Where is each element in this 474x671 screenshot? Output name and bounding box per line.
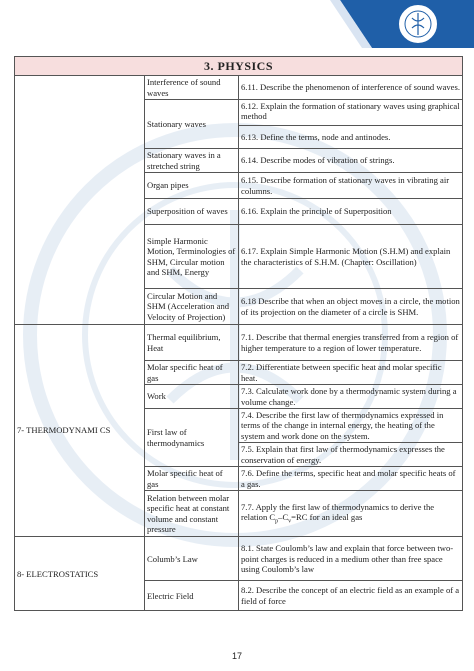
table-row [15,537,463,581]
topic-cell: Interference of sound waves [145,76,239,100]
outcome-cell: 7.2. Differentiate between specific heat and molar specific heat. [239,361,463,385]
outcome-cell: 6.15. Describe formation of stationary waves in vibrating air columns. [239,173,463,199]
section-title: 3. PHYSICS [15,57,463,76]
topic-cell: Columb’s Law [145,537,239,581]
subscript-v: v [288,518,292,525]
outcome-cell [239,100,463,149]
topic-cell: Stationary waves in a stretched string [145,149,239,173]
topic-cell [145,100,239,149]
table-row [15,325,463,361]
outcome-text: =RC for an ideal gas [291,512,363,523]
topic-cell: Superposition of waves [145,199,239,225]
topic-cell: Electric Field [145,581,239,611]
outcome-text: 6.12. Explain the formation of stationary waves using graphical method [239,100,462,126]
syllabus-table [14,56,463,611]
outcome-cell: 6.16. Explain the principle of Superposition [239,199,463,225]
outcome-cell: 6.17. Explain Simple Harmonic Motion (S.H.M) and explain the characteristics of S.H.M. (Chapter: Oscillation) [239,225,463,289]
topic-cell: Work [145,385,239,409]
unit-thermodynamics: 7- THERMODYNAMI CS [15,325,145,537]
unit-cell [15,76,145,325]
outcome-cell: 7.6. Define the terms, specific heat and molar specific heats of a gas. [239,467,463,491]
outcome-text: 7.5. Explain that first law of thermodynamics expresses the conservation of energy. [241,444,445,465]
outcome-cell: 6.11. Describe the phenomenon of interference of sound waves. [239,76,463,100]
topic-cell: Molar specific heat of gas [145,467,239,491]
topic-text: Stationary waves [147,118,206,129]
topic-cell: First law of thermodynamics [145,409,239,467]
outcome-cell: 7.1. Describe that thermal energies transferred from a region of higher temperature to a region of lower temperature. [239,325,463,361]
topic-cell: Circular Motion and SHM (Acceleration and Velocity of Projection) [145,289,239,325]
outcome-text: –C [278,512,289,523]
outcome-cell [239,491,463,537]
topic-cell: Thermal equilibrium, Heat [145,325,239,361]
outcome-cell [239,409,463,467]
outcome-text: 7.7. Apply the first law of thermodynamics to derive the relation C [241,501,435,523]
topic-cell: Organ pipes [145,173,239,199]
page-number: 17 [231,651,242,661]
outcome-cell: 6.14. Describe modes of vibration of strings. [239,149,463,173]
topic-cell: Simple Harmonic Motion, Terminologies of SHM, Circular motion and SHM, Energy [145,225,239,289]
subscript-p: p [275,518,279,525]
outcome-cell: 8.2. Describe the concept of an electric field as an example of a field of force [239,581,463,611]
title-row [15,57,463,76]
outcome-text: 7.4. Describe the first law of thermodynamics expressed in terms of the change in internal energy, the heating of the system and work done on the system. [239,409,462,443]
topic-cell: Relation between molar specific heat at constant volume and constant pressure [145,491,239,537]
unit-electrostatics: 8- ELECTROSTATICS [15,537,145,611]
topic-cell: Molar specific heat of gas [145,361,239,385]
table-row [15,76,463,100]
outcome-cell: 6.18 Describe that when an object moves in a circle, the motion of its projection on the diameter of a circle is SHM. [239,289,463,325]
outcome-text: 6.13. Define the terms, node and antinodes. [241,132,391,142]
outcome-cell: 8.1. State Coulomb’s law and explain that force between two-point charges is reduced in a medium other than free space using Coulomb’s law [239,537,463,581]
outcome-cell: 7.3. Calculate work done by a thermodynamic system during a volume change. [239,385,463,409]
council-seal-icon [395,2,441,46]
